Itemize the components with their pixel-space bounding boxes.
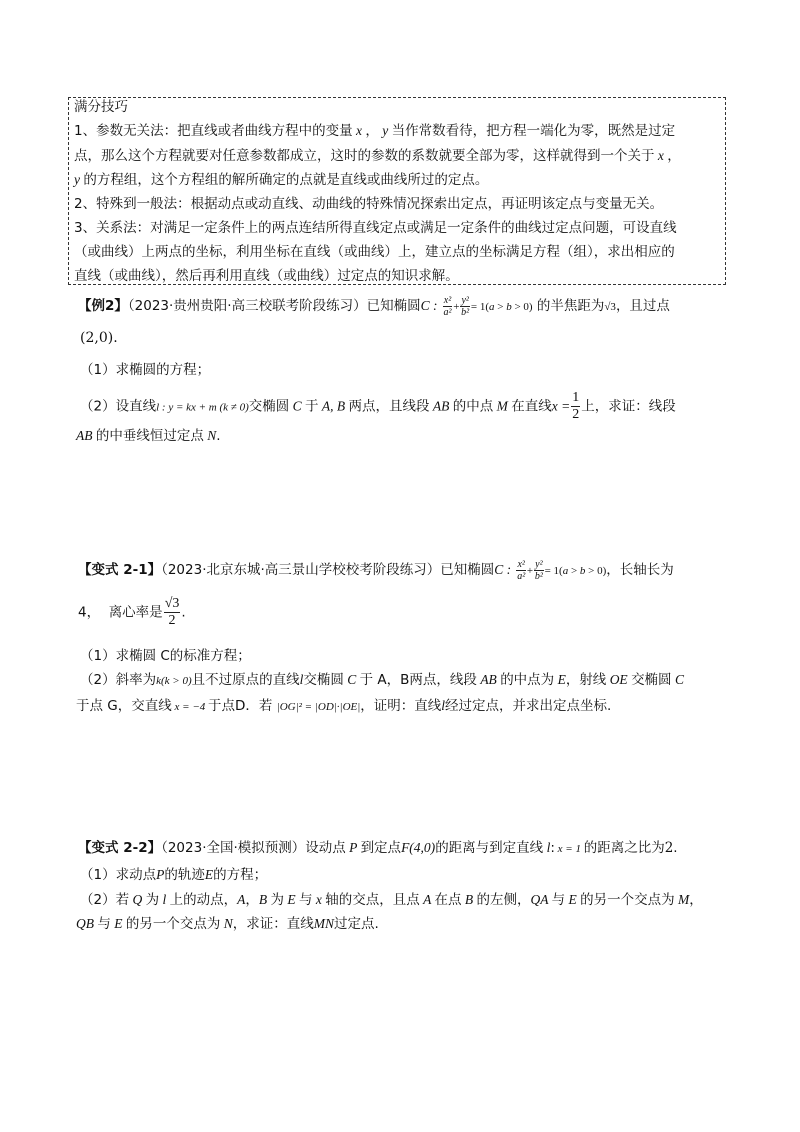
variant21-q1: （1）求椭圆 C的标准方程；: [80, 648, 251, 664]
eccentricity-fraction: $\frac{√3}{2}$: [164, 596, 180, 628]
example2-q1: （1）求椭圆的方程；: [80, 362, 211, 378]
tips-item-2: 2、特殊到一般法：根据动点或动直线、动曲线的特殊情况探索出定点，再证明该定点与变量无关。: [74, 196, 664, 212]
tips-item-1: 1、参数无关法：把直线或者曲线方程中的变量 x ， y 当作常数看待，把方程一端化为零，既然是过定: [74, 123, 676, 139]
variant22-q2-cont: QB 与 E 的另一个交点为 N，求证：直线MN过定点.: [76, 916, 379, 932]
tips-item-3: 3、关系法：对满足一定条件上的两点连结所得直线定点或满足一定条件的曲线过定点问题，可设直线: [74, 220, 677, 236]
example2-point: (2,0).: [80, 330, 118, 346]
tips-title: 满分技巧: [74, 99, 128, 115]
example2-q2: （2）设直线l : y = kx + m (k ≠ 0)交椭圆 C 于 A, B 两点，且线段 AB 的中点 M 在直线x = $\frac{1}{2}$ 上，求证：线段: [80, 390, 676, 422]
variant21-line2: 4， 离心率是 $\frac{√3}{2}$ .: [78, 596, 186, 628]
half-fraction: $\frac{1}{2}$: [572, 390, 580, 422]
variant22-q1: （1）求动点P的轨迹E的方程；: [80, 867, 268, 883]
ellipse-eq-x: $\frac{\text{x²}}{\text{a²}}$: [443, 294, 452, 318]
tips-item-3-end: 直线（或曲线），然后再利用直线（或曲线）过定点的知识求解。: [74, 268, 459, 284]
example2-q2-cont: AB 的中垂线恒过定点 N.: [76, 428, 221, 444]
ellipse-eq-y: $\frac{\text{y²}}{\text{b²}}$: [534, 558, 543, 582]
variant21-q2: （2）斜率为k(k > 0)且不过原点的直线l交椭圆 C 于 A，B两点，线段 AB 的中点为 E，射线 OE 交椭圆 C: [80, 672, 684, 688]
ellipse-eq-x: $\frac{\text{x²}}{\text{a²}}$: [517, 558, 526, 582]
ellipse-eq-y: $\frac{\text{y²}}{\text{b²}}$: [461, 294, 470, 318]
tips-item-3-cont: （或曲线）上两点的坐标，利用坐标在直线（或曲线）上，建立点的坐标满足方程（组），求出相应的: [74, 244, 675, 260]
tips-item-1-end: y 的方程组，这个方程组的解所确定的点就是直线或曲线所过的定点。: [74, 172, 489, 188]
variant21-stem: 【变式 2-1】（2023·北京东城·高三景山学校校考阶段练习）已知椭圆C : $\frac{\text{x²}}{\text{a²}}$ + $\frac{\text{y²}}{\text{b²}}$ = 1(a > b > 0)，长轴长为: [78, 558, 674, 582]
example2-stem: 【例2】（2023·贵州贵阳·高三校联考阶段练习）已知椭圆C : $\frac{\text{x²}}{\text{a²}}$ + $\frac{\text{y²}}{\text{b²}}$ = 1(a > b > 0) 的半焦距为√3，且过点: [78, 294, 670, 318]
tips-item-1-cont: 点，那么这个方程就要对任意参数都成立，这时的参数的系数就要全部为零，这样就得到一个关于 x ，: [74, 148, 681, 164]
variant22-q2: （2）若 Q 为 l 上的动点，A，B 为 E 与 x 轴的交点，且点 A 在点 B 的左侧，QA 与 E 的另一个交点为 M，: [80, 892, 703, 908]
variant22-stem: 【变式 2-2】（2023·全国·模拟预测）设动点 P 到定点F(4,0)的距离与到定直线 l: x = 1 的距离之比为2.: [78, 840, 678, 856]
variant21-q2-cont: 于点 G，交直线 x = −4 于点D．若 |OG|² = |OD|·|OE|，证明：直线l经过定点，并求出定点坐标.: [76, 698, 612, 714]
